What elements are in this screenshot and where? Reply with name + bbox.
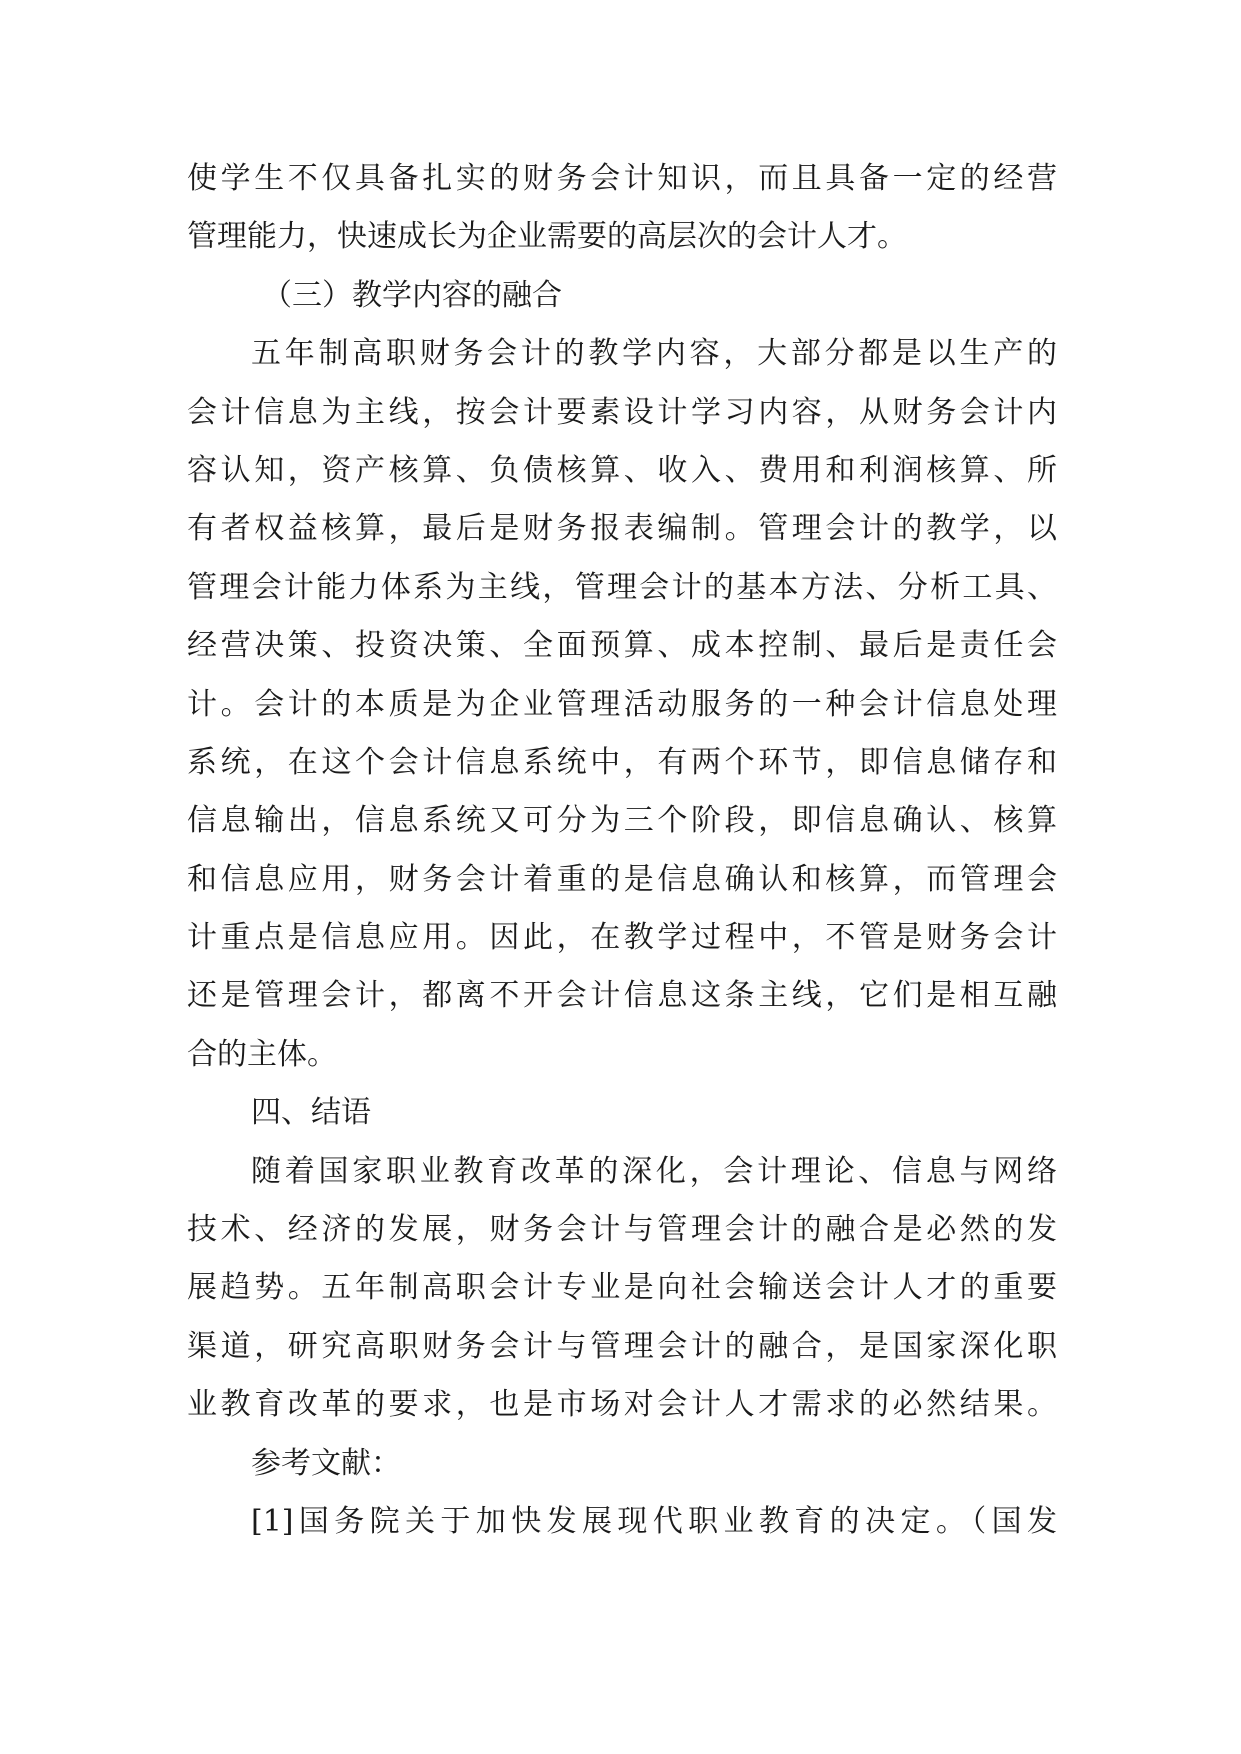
body-text-line: 信息输出，信息系统又可分为三个阶段，即信息确认、核算 [187, 803, 1057, 839]
section-heading: 四、结语 [251, 1095, 371, 1131]
body-text-line: 会计信息为主线，按会计要素设计学习内容，从财务会计内 [187, 394, 1057, 430]
body-text-line: 计。会计的本质是为企业管理活动服务的一种会计信息处理 [187, 686, 1057, 722]
document-body [187, 150, 1057, 1551]
body-text-line: 展趋势。五年制高职会计专业是向社会输送会计人才的重要 [187, 1270, 1057, 1306]
body-text-line: 合的主体。 [187, 1036, 337, 1072]
body-text-line: 五年制高职财务会计的教学内容，大部分都是以生产的 [251, 336, 1057, 372]
body-text-line: 随着国家职业教育改革的深化，会计理论、信息与网络 [251, 1153, 1057, 1189]
reference-entry: [1]国务院关于加快发展现代职业教育的决定。（国发 [251, 1503, 1057, 1539]
section-subheading: （三）教学内容的融合 [262, 277, 562, 313]
body-text-line: 渠道，研究高职财务会计与管理会计的融合，是国家深化职 [187, 1328, 1057, 1364]
body-text-line: 和信息应用，财务会计着重的是信息确认和核算，而管理会 [187, 861, 1057, 897]
body-text-line: 容认知，资产核算、负债核算、收入、费用和利润核算、所 [187, 452, 1057, 488]
references-heading: 参考文献： [251, 1445, 401, 1481]
body-text-line: 业教育改革的要求，也是市场对会计人才需求的必然结果。 [187, 1387, 1057, 1423]
body-text-line: 管理会计能力体系为主线，管理会计的基本方法、分析工具、 [187, 569, 1057, 605]
body-text-line: 计重点是信息应用。因此，在教学过程中，不管是财务会计 [187, 920, 1057, 956]
body-text-line: 有者权益核算，最后是财务报表编制。管理会计的教学，以 [187, 511, 1057, 547]
body-text-line: 系统，在这个会计信息系统中，有两个环节，即信息储存和 [187, 744, 1057, 780]
body-text-line: 还是管理会计，都离不开会计信息这条主线，它们是相互融 [187, 978, 1057, 1014]
body-text-line: 经营决策、投资决策、全面预算、成本控制、最后是责任会 [187, 628, 1057, 664]
body-text-line: 使学生不仅具备扎实的财务会计知识，而且具备一定的经营 [187, 161, 1057, 196]
body-text-line: 管理能力，快速成长为企业需要的高层次的会计人才。 [187, 219, 907, 255]
body-text-line: 技术、经济的发展，财务会计与管理会计的融合是必然的发 [187, 1212, 1057, 1248]
